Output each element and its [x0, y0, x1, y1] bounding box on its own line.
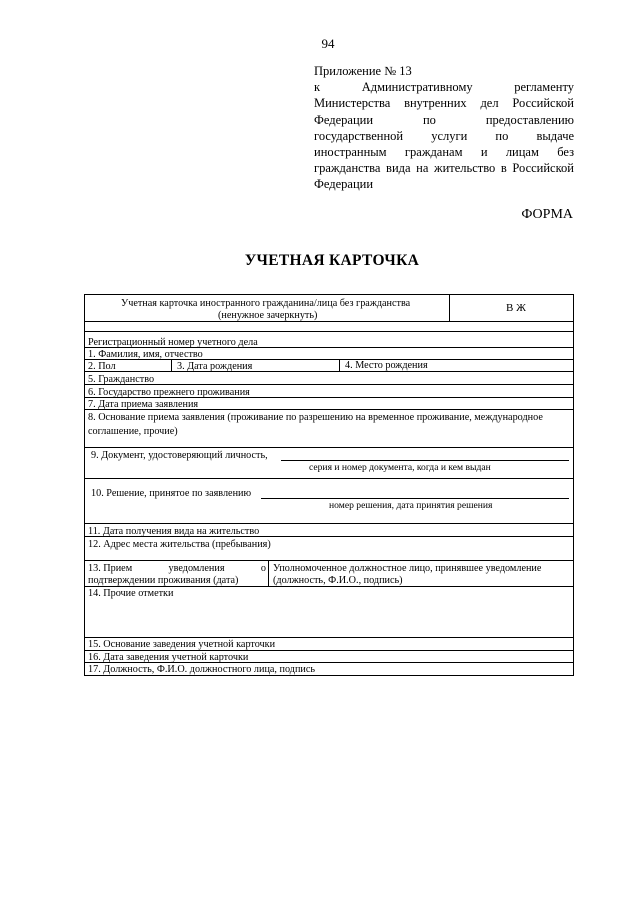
field-12-label: 12. Адрес места жительства (пребывания)	[88, 539, 271, 550]
field-7-label: 7. Дата приема заявления	[88, 399, 199, 410]
field-15-label: 15. Основание заведения учетной карточки	[88, 639, 276, 650]
field-8-label-cont: соглашение, прочие)	[88, 426, 178, 437]
field-14-label: 14. Прочие отметки	[88, 588, 174, 599]
field-17-label: 17. Должность, Ф.И.О. должностного лица, подпись	[88, 664, 316, 675]
fill-line	[281, 460, 569, 461]
field-6-label: 6. Государство прежнего проживания	[88, 387, 250, 398]
row-divider	[85, 586, 573, 587]
cell-divider	[268, 560, 269, 586]
row-divider	[85, 536, 573, 537]
row-divider	[85, 478, 573, 479]
row-divider	[85, 321, 573, 322]
form-label: ФОРМА	[521, 207, 573, 222]
page-title: УЧЕТНАЯ КАРТОЧКА	[244, 252, 420, 269]
header-divider	[449, 295, 450, 321]
row-divider	[85, 347, 573, 348]
field-11-label: 11. Дата получения вида на жительство	[88, 526, 260, 537]
appendix-line: государственной услуги по выдаче	[314, 128, 575, 143]
row-divider	[85, 637, 573, 638]
cell-divider	[339, 359, 340, 371]
appendix-line: к Административному регламенту	[314, 80, 574, 95]
appendix-block	[314, 63, 574, 193]
field-1-label: 1. Фамилия, имя, отчество	[88, 349, 203, 360]
field-4-label: 4. Место рождения	[345, 360, 428, 371]
field-13-right-label: Уполномоченное должностное лицо, принявшее уведомление	[273, 563, 542, 574]
field-9-label: 9. Документ, удостоверяющий личность,	[91, 450, 268, 461]
field-10-label: 10. Решение, принятое по заявлению	[91, 488, 252, 499]
field-13-right-note: (должность, Ф.И.О., подпись)	[273, 575, 403, 586]
registration-card-form	[84, 294, 574, 676]
page-number: 94	[321, 36, 335, 51]
row-divider	[85, 650, 573, 651]
row-divider	[85, 371, 573, 372]
appendix-line: Министерства внутренних дел Российской	[314, 96, 574, 111]
field-5-label: 5. Гражданство	[88, 374, 155, 385]
field-13-label: 13. Прием уведомления о	[88, 563, 266, 574]
field-8-label: 8. Основание приема заявления (проживание по разрешению на временное проживание, международное	[88, 412, 543, 423]
row-divider	[85, 560, 573, 561]
field-2-label: 2. Пол	[88, 361, 116, 372]
fill-line	[261, 498, 569, 499]
row-divider	[85, 662, 573, 663]
reg-number-label: Регистрационный номер учетного дела	[88, 337, 258, 348]
field-13-label-cont: подтверждении проживания (дата)	[88, 575, 239, 586]
row-divider	[85, 447, 573, 448]
appendix-line: Федерации	[314, 177, 374, 192]
appendix-line: иностранным гражданам и лицам без	[314, 145, 575, 160]
field-9-hint: серия и номер документа, когда и кем выдан	[309, 462, 491, 473]
header-note: (ненужное зачеркнуть)	[218, 310, 318, 321]
field-10-hint: номер решения, дата принятия решения	[329, 500, 493, 511]
appendix-line: гражданства вида на жительство в Российской	[314, 161, 574, 176]
row-divider	[85, 397, 573, 398]
row-divider	[85, 523, 573, 524]
row-divider	[85, 331, 573, 332]
appendix-line: Приложение № 13	[314, 64, 412, 78]
field-3-label: 3. Дата рождения	[177, 361, 253, 372]
row-divider	[85, 359, 573, 360]
header-title: Учетная карточка иностранного гражданина/лица без гражданства	[121, 298, 411, 309]
row-divider	[85, 409, 573, 410]
appendix-line: Федерации по предоставлению	[314, 112, 575, 127]
cell-divider	[171, 359, 172, 371]
status-code: В Ж	[506, 302, 526, 314]
field-16-label: 16. Дата заведения учетной карточки	[88, 652, 249, 663]
row-divider	[85, 384, 573, 385]
